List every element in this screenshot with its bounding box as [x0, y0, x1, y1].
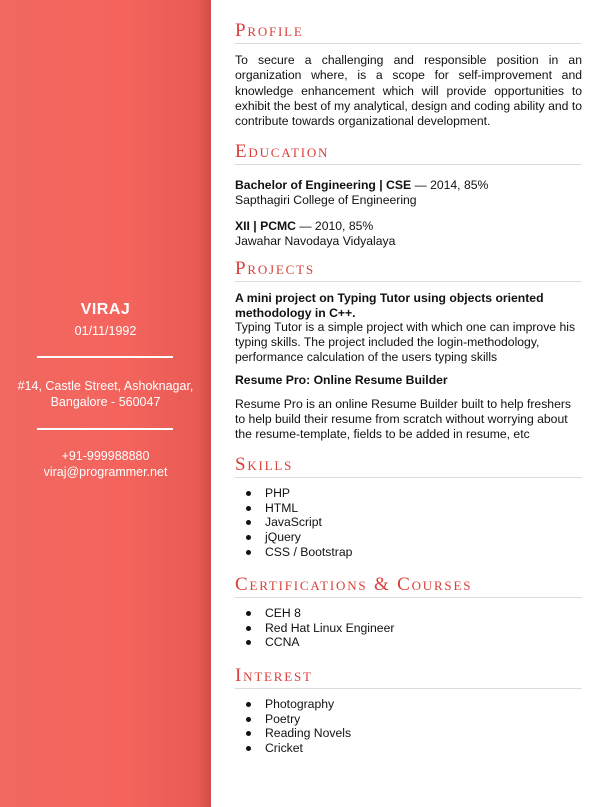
- interest-item: Photography: [235, 697, 582, 712]
- contact-info: [0, 448, 211, 480]
- projects-section: [235, 259, 582, 442]
- certifications-list: [235, 606, 582, 650]
- interest-list: [235, 697, 582, 756]
- project-title: Resume Pro: Online Resume Builder: [235, 373, 448, 387]
- section-title: Skills: [235, 455, 582, 478]
- education-institution: Sapthagiri College of Engineering: [235, 193, 417, 207]
- project-description: Resume Pro is an online Resume Builder built to help freshers to help build their resume from scratch without worrying about the resume-template, fields to be added in resume, etc: [235, 396, 572, 441]
- section-title: Interest: [235, 666, 582, 689]
- education-degree: Bachelor of Engineering | CSE: [235, 178, 412, 192]
- certification-item: CEH 8: [235, 606, 582, 621]
- skill-item: JavaScript: [235, 515, 582, 530]
- interest-section: [235, 666, 582, 756]
- skill-item: jQuery: [235, 530, 582, 545]
- project-item: [235, 373, 582, 442]
- education-item: [235, 219, 582, 249]
- address: [0, 378, 211, 410]
- address-line: #14, Castle Street, Ashoknagar,: [17, 379, 194, 393]
- interest-item: Reading Novels: [235, 726, 582, 741]
- email-address: viraj@programmer.net: [43, 465, 168, 479]
- sidebar-divider: [37, 428, 173, 430]
- project-title: A mini project on Typing Tutor using objects oriented methodology in C++.: [235, 291, 544, 320]
- skill-item: CSS / Bootstrap: [235, 545, 582, 560]
- profile-section: [235, 21, 582, 129]
- section-title: Education: [235, 142, 582, 165]
- education-details: — 2014, 85%: [411, 178, 489, 192]
- skill-item: HTML: [235, 501, 582, 516]
- sidebar: [0, 0, 211, 807]
- profile-text: To secure a challenging and responsible position in an organization where, is a scope for self-improvement and knowledge enhancement which will provide opportunities to exhibit the best of my analytical, design and coding ability and to contribute towards organizational development.: [235, 53, 582, 129]
- education-details: — 2010, 85%: [295, 219, 374, 233]
- skills-list: [235, 486, 582, 560]
- project-item: [235, 291, 582, 365]
- phone-number: +91-999988880: [61, 449, 150, 463]
- candidate-name: VIRAJ: [80, 301, 131, 318]
- date-of-birth: 01/11/1992: [74, 324, 137, 338]
- skill-item: PHP: [235, 486, 582, 501]
- certification-item: Red Hat Linux Engineer: [235, 621, 582, 636]
- sidebar-divider: [37, 356, 173, 358]
- certifications-section: [235, 575, 582, 650]
- education-degree: XII | PCMC: [235, 219, 296, 233]
- education-institution: Jawahar Navodaya Vidyalaya: [235, 234, 396, 248]
- section-title: Projects: [235, 259, 582, 282]
- certification-item: CCNA: [235, 635, 582, 650]
- section-title: Certifications & Courses: [235, 575, 582, 598]
- skills-section: [235, 455, 582, 560]
- education-item: [235, 178, 582, 208]
- education-section: [235, 142, 582, 249]
- interest-item: Cricket: [235, 741, 582, 756]
- section-title: Profile: [235, 21, 582, 44]
- address-line: Bangalore - 560047: [50, 395, 161, 409]
- interest-item: Poetry: [235, 712, 582, 727]
- project-description: Typing Tutor is a simple project with which one can improve his typing skills. The project included the login-methodology, performance calculation of the users typing skills: [235, 320, 576, 364]
